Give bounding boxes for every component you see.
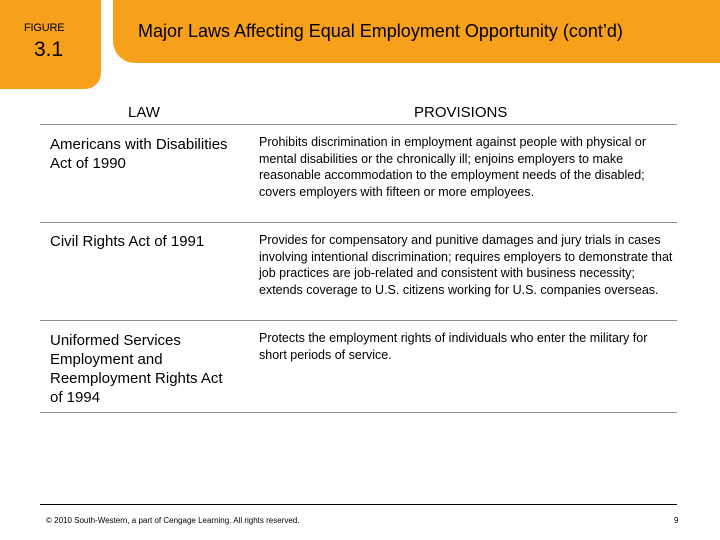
title-bar [113, 0, 720, 63]
footer-divider [40, 504, 677, 505]
page-title: Major Laws Affecting Equal Employment Opportunity (cont’d) [138, 21, 623, 41]
column-header-provisions: PROVISIONS [414, 104, 508, 121]
table-header-divider [40, 124, 677, 125]
copyright-notice: © 2010 South-Western, a part of Cengage Learning. All rights reserved. [46, 516, 300, 525]
figure-label: FIGURE [24, 22, 65, 34]
column-header-law: LAW [128, 104, 160, 121]
law-name: Civil Rights Act of 1991 [50, 233, 205, 250]
law-name: Uniformed Services Employment and Reemployment Rights Act of 1994 [50, 332, 223, 406]
row-divider [40, 222, 677, 223]
law-name: Americans with Disabilities Act of 1990 [50, 136, 228, 172]
law-provisions: Protects the employment rights of individuals who enter the military for short periods of service. [259, 331, 648, 362]
row-divider [40, 320, 677, 321]
page-number: 9 [674, 516, 679, 525]
law-provisions: Prohibits discrimination in employment against people with physical or mental disabilities or the chronically ill; enjoins employers to make reasonable accommodation to the employment needs of the disabled; covers employers with fifteen or more employees. [259, 135, 646, 199]
figure-number: 3.1 [34, 38, 64, 61]
row-divider [40, 412, 677, 413]
law-provisions: Provides for compensatory and punitive damages and jury trials in cases involving intentional discrimination; requires employers to demonstrate that job practices are job-related and consistent with business necessity; extends coverage to U.S. citizens working for U.S. companies overseas. [259, 233, 673, 297]
figure-badge [0, 0, 101, 89]
